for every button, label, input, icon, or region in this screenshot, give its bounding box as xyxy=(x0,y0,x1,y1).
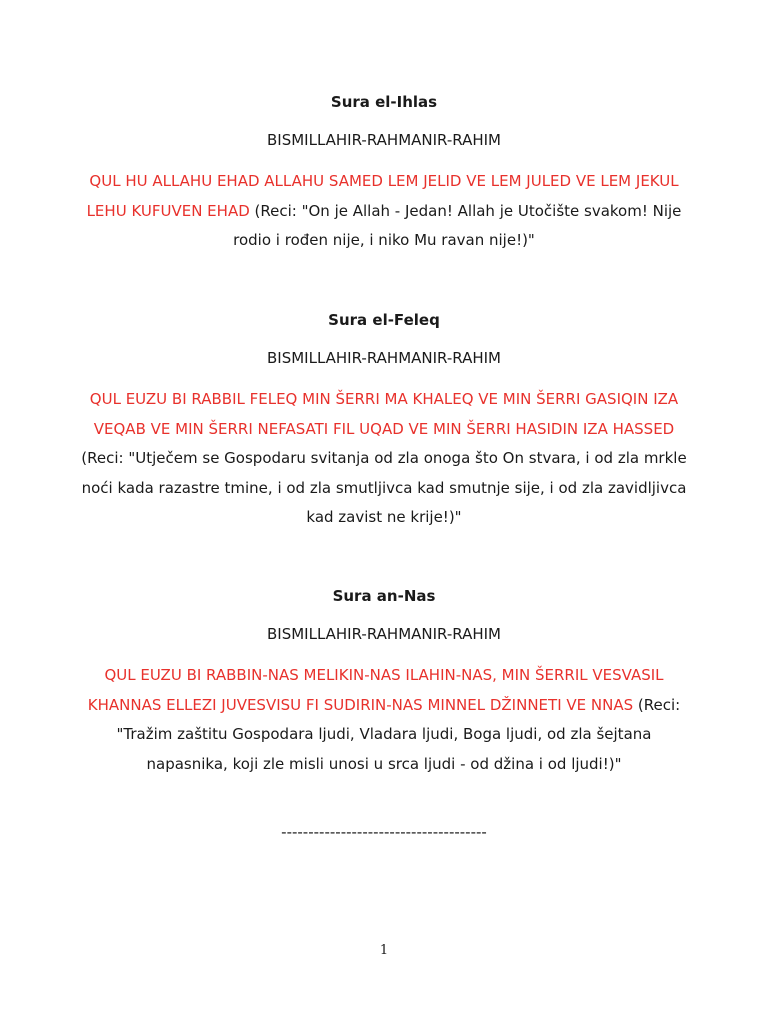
sura-ihlas-section xyxy=(80,92,688,256)
arabic-transliteration: QUL HU ALLAHU EHAD ALLAHU SAMED LEM JELID VE LEM JULED VE LEM JEKUL LEHU KUFUVEN EHAD xyxy=(86,172,679,220)
bismillah-line: BISMILLAHIR-RAHMANIR-RAHIM xyxy=(266,625,501,643)
verse-paragraph xyxy=(80,167,688,256)
verse-paragraph xyxy=(80,661,688,779)
sura-title: Sura el-Ihlas xyxy=(330,93,438,111)
page-number: 1 xyxy=(379,943,389,958)
sura-nas-section xyxy=(80,586,688,779)
verse-translation: (Reci: "On je Allah - Jedan! Allah je Utočište svakom! Nije rodio i rođen nije, i niko Mu ravan nije!)" xyxy=(233,201,682,249)
verse-translation: (Reci: "Tražim zaštitu Gospodara ljudi, Vladara ljudi, Boga ljudi, od zla šejtana napasnika, koji zle misli unosi u srca ljudi - od džina i od ljudi!)" xyxy=(116,695,681,773)
sura-title: Sura an-Nas xyxy=(332,587,436,605)
separator-line: -------------------------------------- xyxy=(281,823,487,841)
sura-title: Sura el-Feleq xyxy=(328,311,440,329)
bismillah-line: BISMILLAHIR-RAHMANIR-RAHIM xyxy=(266,131,501,149)
verse-translation: (Reci: "Utječem se Gospodaru svitanja od zla onoga što On stvara, i od zla mrkle noći kada razastre tmine, i od zla smutljivca kad smutnje sije, i od zla zavidljivca kad zavist ne krije!)" xyxy=(81,449,687,526)
bismillah-line: BISMILLAHIR-RAHMANIR-RAHIM xyxy=(266,349,501,367)
verse-paragraph xyxy=(80,385,688,533)
arabic-transliteration: QUL EUZU BI RABBIN-NAS MELIKIN-NAS ILAHIN-NAS, MIN ŠERRIL VESVASIL KHANNAS ELLEZI JUVESVISU FI SUDIRIN-NAS MINNEL DŽINNETI VE NNAS xyxy=(87,666,664,714)
arabic-transliteration: QUL EUZU BI RABBIL FELEQ MIN ŠERRI MA KHALEQ VE MIN ŠERRI GASIQIN IZA VEQAB VE MIN ŠERRI NEFASATI FIL UQAD VE MIN ŠERRI HASIDIN IZA HASSED xyxy=(89,390,679,438)
sura-feleq-section xyxy=(80,310,688,533)
